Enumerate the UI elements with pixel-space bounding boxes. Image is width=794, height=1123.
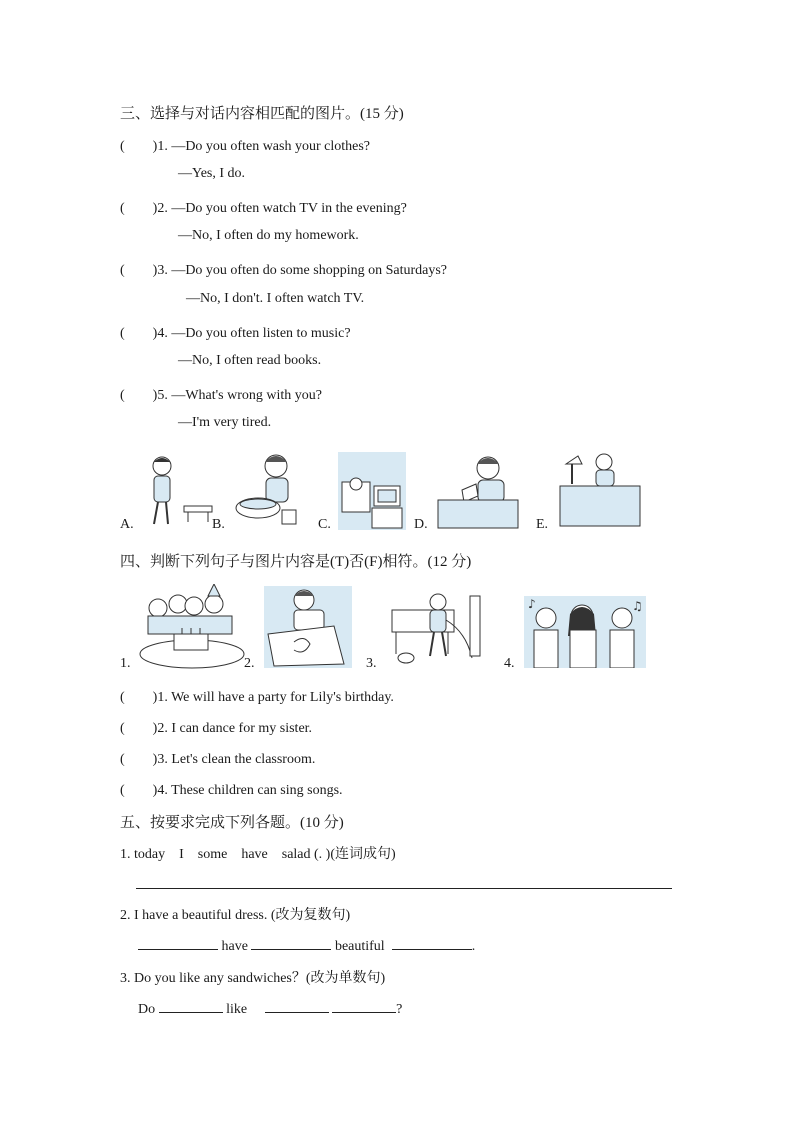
s5-q3-end: ?	[396, 1002, 403, 1017]
svg-text:♫: ♫	[632, 599, 643, 613]
s5-q2-have: have	[221, 939, 248, 954]
s4-item1: ( )1. We will have a party for Lily's birthday.	[120, 690, 394, 705]
section5-heading: 五、按要求完成下列各题。(10 分)	[120, 815, 344, 831]
s5-q2: 2. I have a beautiful dress. (改为复数句)	[120, 908, 351, 923]
picture-3-girl-vacuuming	[386, 592, 490, 668]
s3-label-b: B.	[212, 517, 225, 532]
s5-q2-blank-2[interactable]	[251, 935, 331, 950]
picture-4-children-singing	[524, 596, 646, 668]
s4-label-2: 2.	[244, 656, 255, 671]
s5-q3-blank-3[interactable]	[332, 998, 396, 1013]
s3-a2: —No, I often do my homework.	[178, 228, 359, 243]
s4-item3: ( )3. Let's clean the classroom.	[120, 752, 316, 767]
s5-q2-answer-row	[138, 935, 475, 955]
s5-q1: 1. today I some have salad (. )(连词成句)	[120, 847, 396, 862]
picture-a-girl-tired	[140, 452, 220, 530]
s3-label-c: C.	[318, 517, 331, 532]
picture-d-boy-reading	[436, 450, 520, 530]
s3-a1: —Yes, I do.	[178, 166, 246, 181]
section4-heading: 四、判断下列句子与图片内容是(T)否(F)相符。(12 分)	[120, 554, 472, 570]
s3-q4: ( )4. —Do you often listen to music?	[120, 326, 351, 341]
s5-q2-end: .	[471, 939, 476, 954]
picture-1-birthday-party	[138, 584, 246, 670]
s5-q3: 3. Do you like any sandwiches？(改为单数句)	[120, 971, 386, 986]
section3-heading: 三、选择与对话内容相匹配的图片。(15 分)	[120, 106, 404, 122]
s4-item2: ( )2. I can dance for my sister.	[120, 721, 313, 736]
s5-q3-like: like	[226, 1002, 248, 1017]
s5-q3-answer-row	[138, 998, 402, 1018]
picture-e-girl-at-desk	[558, 450, 642, 530]
picture-2-boy-drawing	[264, 586, 352, 668]
picture-c-girl-watching-tv	[338, 452, 406, 530]
s3-q1: ( )1. —Do you often wash your clothes?	[120, 139, 371, 154]
s5-q1-answer-line[interactable]	[136, 888, 672, 889]
s3-q3: ( )3. —Do you often do some shopping on Saturdays?	[120, 263, 448, 278]
s5-q3-blank-2[interactable]	[265, 998, 329, 1013]
s4-label-4: 4.	[504, 656, 515, 671]
s4-item4: ( )4. These children can sing songs.	[120, 783, 343, 798]
s3-a5: —I'm very tired.	[178, 415, 272, 430]
s3-q5: ( )5. —What's wrong with you?	[120, 388, 322, 403]
s5-q2-blank-1[interactable]	[138, 935, 218, 950]
s3-label-a: A.	[120, 517, 134, 532]
s3-label-e: E.	[536, 517, 549, 532]
s5-q3-do: Do	[138, 1002, 156, 1017]
svg-text:♪: ♪	[528, 597, 536, 611]
s3-a4: —No, I often read books.	[178, 353, 322, 368]
s3-a3: —No, I don't. I often watch TV.	[186, 291, 365, 306]
s5-q3-blank-1[interactable]	[159, 998, 223, 1013]
s4-label-1: 1.	[120, 656, 131, 671]
s5-q2-blank-3[interactable]	[392, 935, 472, 950]
s3-label-d: D.	[414, 517, 428, 532]
s5-q2-beautiful: beautiful	[334, 939, 385, 954]
s3-q2: ( )2. —Do you often watch TV in the evening?	[120, 201, 407, 216]
picture-b-boy-washing	[234, 450, 306, 530]
s4-label-3: 3.	[366, 656, 377, 671]
